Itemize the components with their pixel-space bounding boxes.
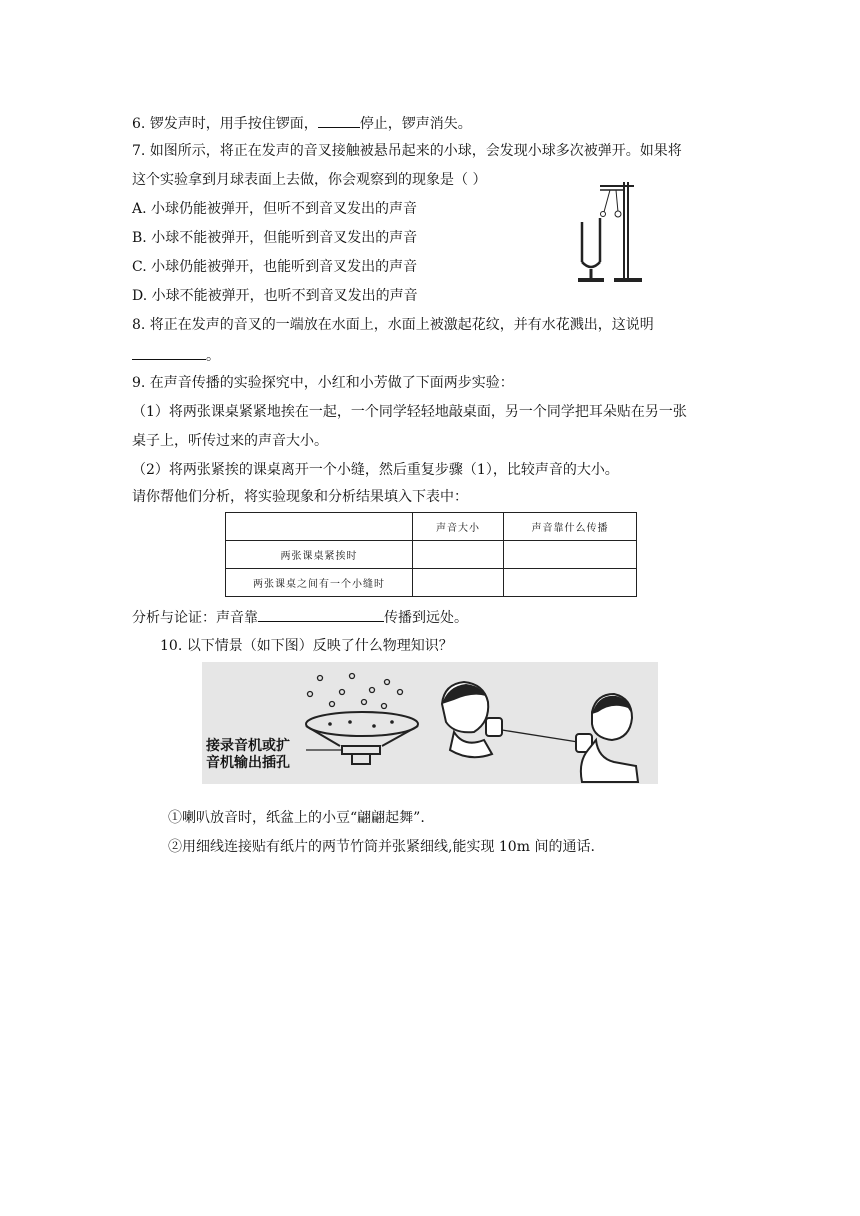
q9-conclusion [132,606,468,628]
question-6 [132,112,472,134]
q7-line-1: 7. 如图所示，将正在发声的音叉接触被悬吊起来的小球，会发现小球多次被弹开。如果将 [132,143,682,159]
q9-step1-line-2: 桌子上，听传过来的声音大小。 [132,433,328,449]
speaker-label-line-1: 接录音机或扩 [206,738,290,754]
speaker-label-line-2: 音机输出插孔 [206,755,290,771]
q10-item-1: ①喇叭放音时，纸盆上的小豆“翩翩起舞”. [168,810,425,826]
q9-conclusion-prefix: 分析与论证：声音靠 [132,610,258,626]
q8-line-1: 8. 将正在发声的音叉的一端放在水面上，水面上被激起花纹，并有水花溅出，这说明 [132,317,654,333]
speaker-jack-label [206,738,290,772]
table-row-label: 两张课桌之间有一个小缝时 [226,569,413,597]
q8-text-suffix: 。 [206,348,220,364]
q6-text-suffix: 停止，锣声消失。 [359,116,472,132]
q9-results-table [225,512,637,597]
table-header-cell [226,513,413,541]
q9-step2: （2）将两张紧挨的课桌离开一个小缝，然后重复步骤（1），比较声音的大小。 [132,462,619,478]
q9-instruction: 请你帮他们分析，将实验现象和分析结果填入下表中： [132,489,468,505]
q9-conclusion-suffix: 传播到远处。 [384,610,468,626]
q10-item-2: ②用细线连接贴有纸片的两节竹筒并张紧细线,能实现 10m 间的通话. [168,839,595,855]
table-answer-cell[interactable] [413,541,504,569]
table-row [226,541,637,569]
q9-step1-line-1: （1）将两张课桌紧紧地挨在一起，一个同学轻轻地敲桌面，另一个同学把耳朵贴在另一张 [132,404,687,420]
q7-line-2: 这个实验拿到月球表面上去做，你会观察到的现象是（ ） [132,172,487,188]
table-row-label: 两张课桌紧挨时 [226,541,413,569]
q10-scene-figure [202,662,658,784]
table-answer-cell[interactable] [504,569,637,597]
table-header-row [226,513,637,541]
q9-intro: 9. 在声音传播的实验探究中，小红和小芳做了下面两步实验： [132,375,514,391]
q7-option-c: C. 小球仍能被弹开，也能听到音叉发出的声音 [132,259,418,275]
q7-option-d: D. 小球不能被弹开，也听不到音叉发出的声音 [132,288,418,304]
q7-option-a: A. 小球仍能被弹开，但听不到音叉发出的声音 [132,201,418,217]
q10-question: 10. 以下情景（如下图）反映了什么物理知识？ [160,638,453,654]
table-row [226,569,637,597]
table-answer-cell[interactable] [413,569,504,597]
table-answer-cell[interactable] [504,541,637,569]
q6-text-prefix: 6. 锣发声时，用手按住锣面， [132,116,318,132]
tuning-fork-figure [570,176,646,288]
q8-line-2 [132,344,220,366]
q8-answer-blank[interactable] [132,344,206,360]
table-header-cell: 声音靠什么传播 [504,513,637,541]
q7-option-b: B. 小球不能被弹开，但能听到音叉发出的声音 [132,230,418,246]
q6-answer-blank[interactable] [318,112,360,128]
q9-conclusion-blank[interactable] [258,606,384,622]
table-header-cell: 声音大小 [413,513,504,541]
